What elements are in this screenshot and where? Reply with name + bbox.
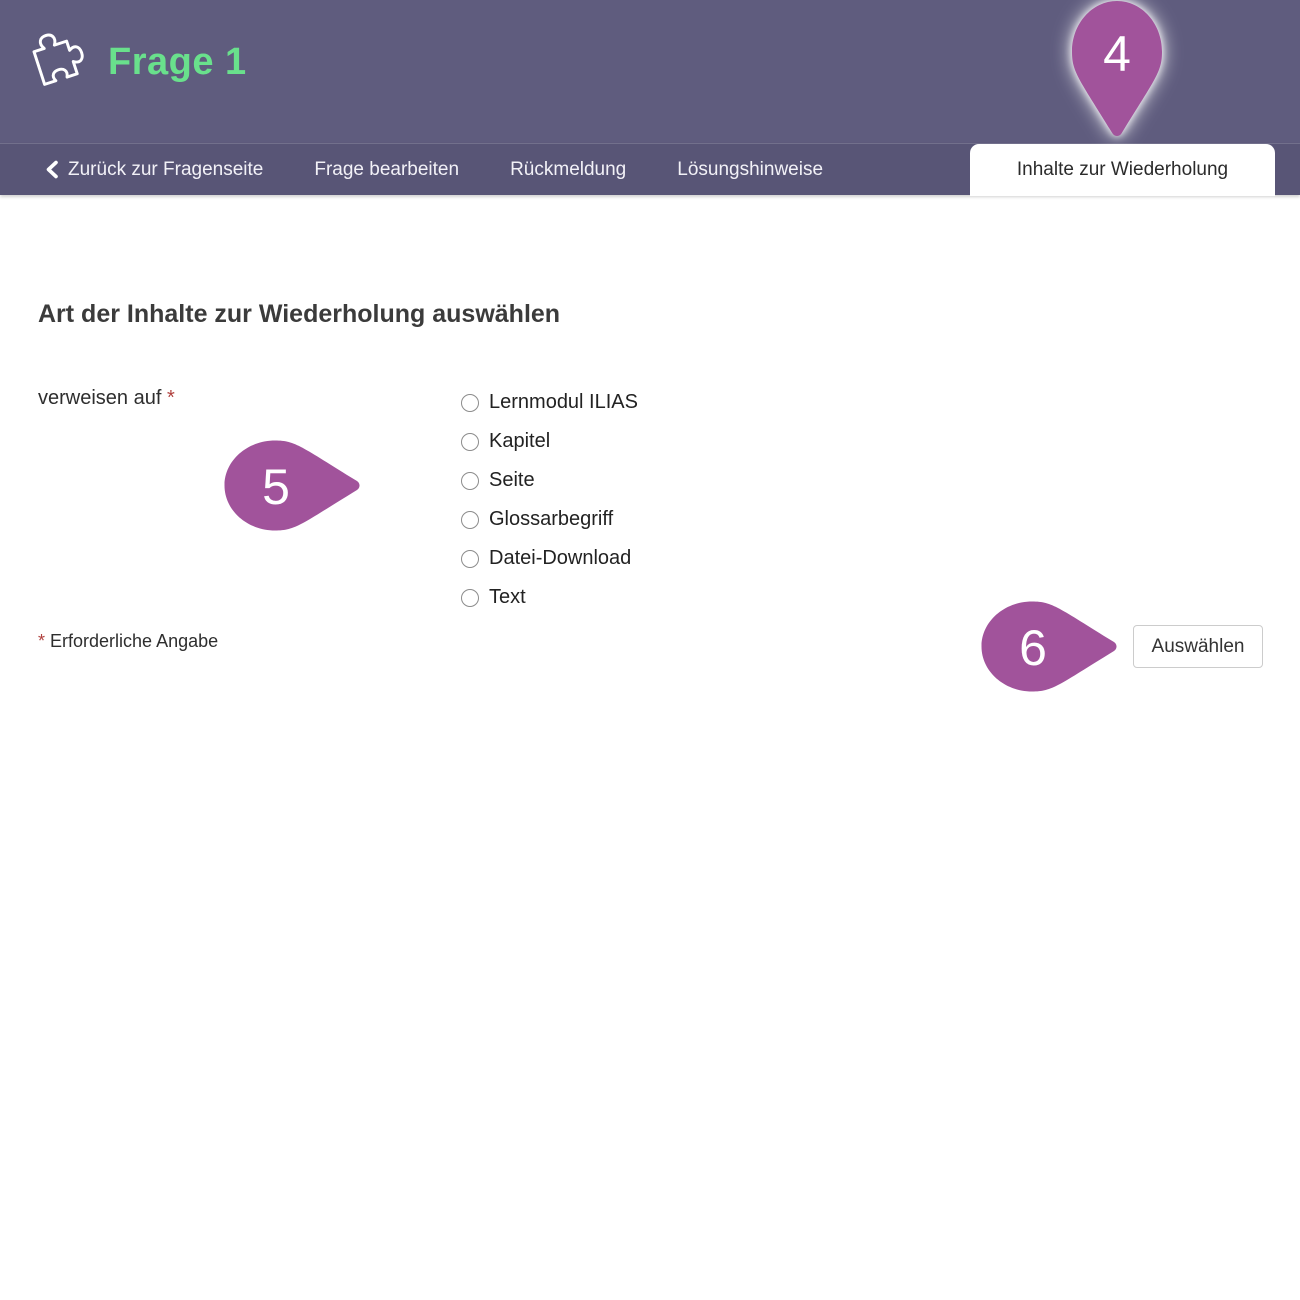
radio-button[interactable] [461, 472, 479, 490]
radio-group [461, 383, 638, 617]
chevron-left-icon [45, 160, 59, 179]
annotation-pin-5 [247, 418, 337, 553]
tab-back-to-question-page[interactable] [45, 159, 263, 181]
annotation-pin-4-number: 4 [1103, 26, 1131, 82]
tab-label: Zurück zur Fragenseite [68, 158, 264, 180]
tab-edit-question[interactable]: Frage bearbeiten [314, 158, 460, 180]
radio-label: Glossarbegriff [489, 508, 614, 530]
radio-option-kapitel[interactable] [461, 422, 638, 461]
radio-label: Lernmodul ILIAS [489, 391, 638, 413]
radio-button[interactable] [461, 550, 479, 568]
tab-feedback[interactable]: Rückmeldung [510, 158, 627, 180]
radio-label: Seite [489, 469, 535, 491]
radio-button[interactable] [461, 433, 479, 451]
required-asterisk: * [166, 387, 175, 409]
radio-button[interactable] [461, 589, 479, 607]
radio-button[interactable] [461, 511, 479, 529]
radio-option-glossarbegriff[interactable] [461, 500, 638, 539]
annotation-pin-6-number: 6 [1019, 620, 1047, 676]
required-footnote: * Erforderliche Angabe [38, 631, 219, 651]
required-asterisk: * [38, 631, 46, 651]
tab-review-content-active[interactable]: Inhalte zur Wiederholung [970, 144, 1275, 196]
field-label: verweisen auf * [38, 387, 175, 409]
radio-option-text[interactable] [461, 578, 638, 617]
radio-option-seite[interactable] [461, 461, 638, 500]
select-button[interactable]: Auswählen [1133, 625, 1263, 668]
radio-option-lernmodul-ilias[interactable] [461, 383, 638, 422]
radio-label: Datei-Download [489, 547, 632, 569]
page-title: Frage 1 [108, 41, 247, 83]
radio-label: Kapitel [489, 430, 551, 452]
section-heading: Art der Inhalte zur Wiederholung auswählen [38, 300, 561, 328]
puzzle-icon [26, 28, 86, 88]
radio-option-datei-download[interactable] [461, 539, 638, 578]
tab-solution-hints[interactable]: Lösungshinweise [677, 158, 824, 180]
radio-button[interactable] [461, 394, 479, 412]
annotation-pin-6 [1004, 579, 1094, 714]
annotation-pin-5-number: 5 [262, 459, 290, 515]
radio-label: Text [489, 586, 526, 608]
